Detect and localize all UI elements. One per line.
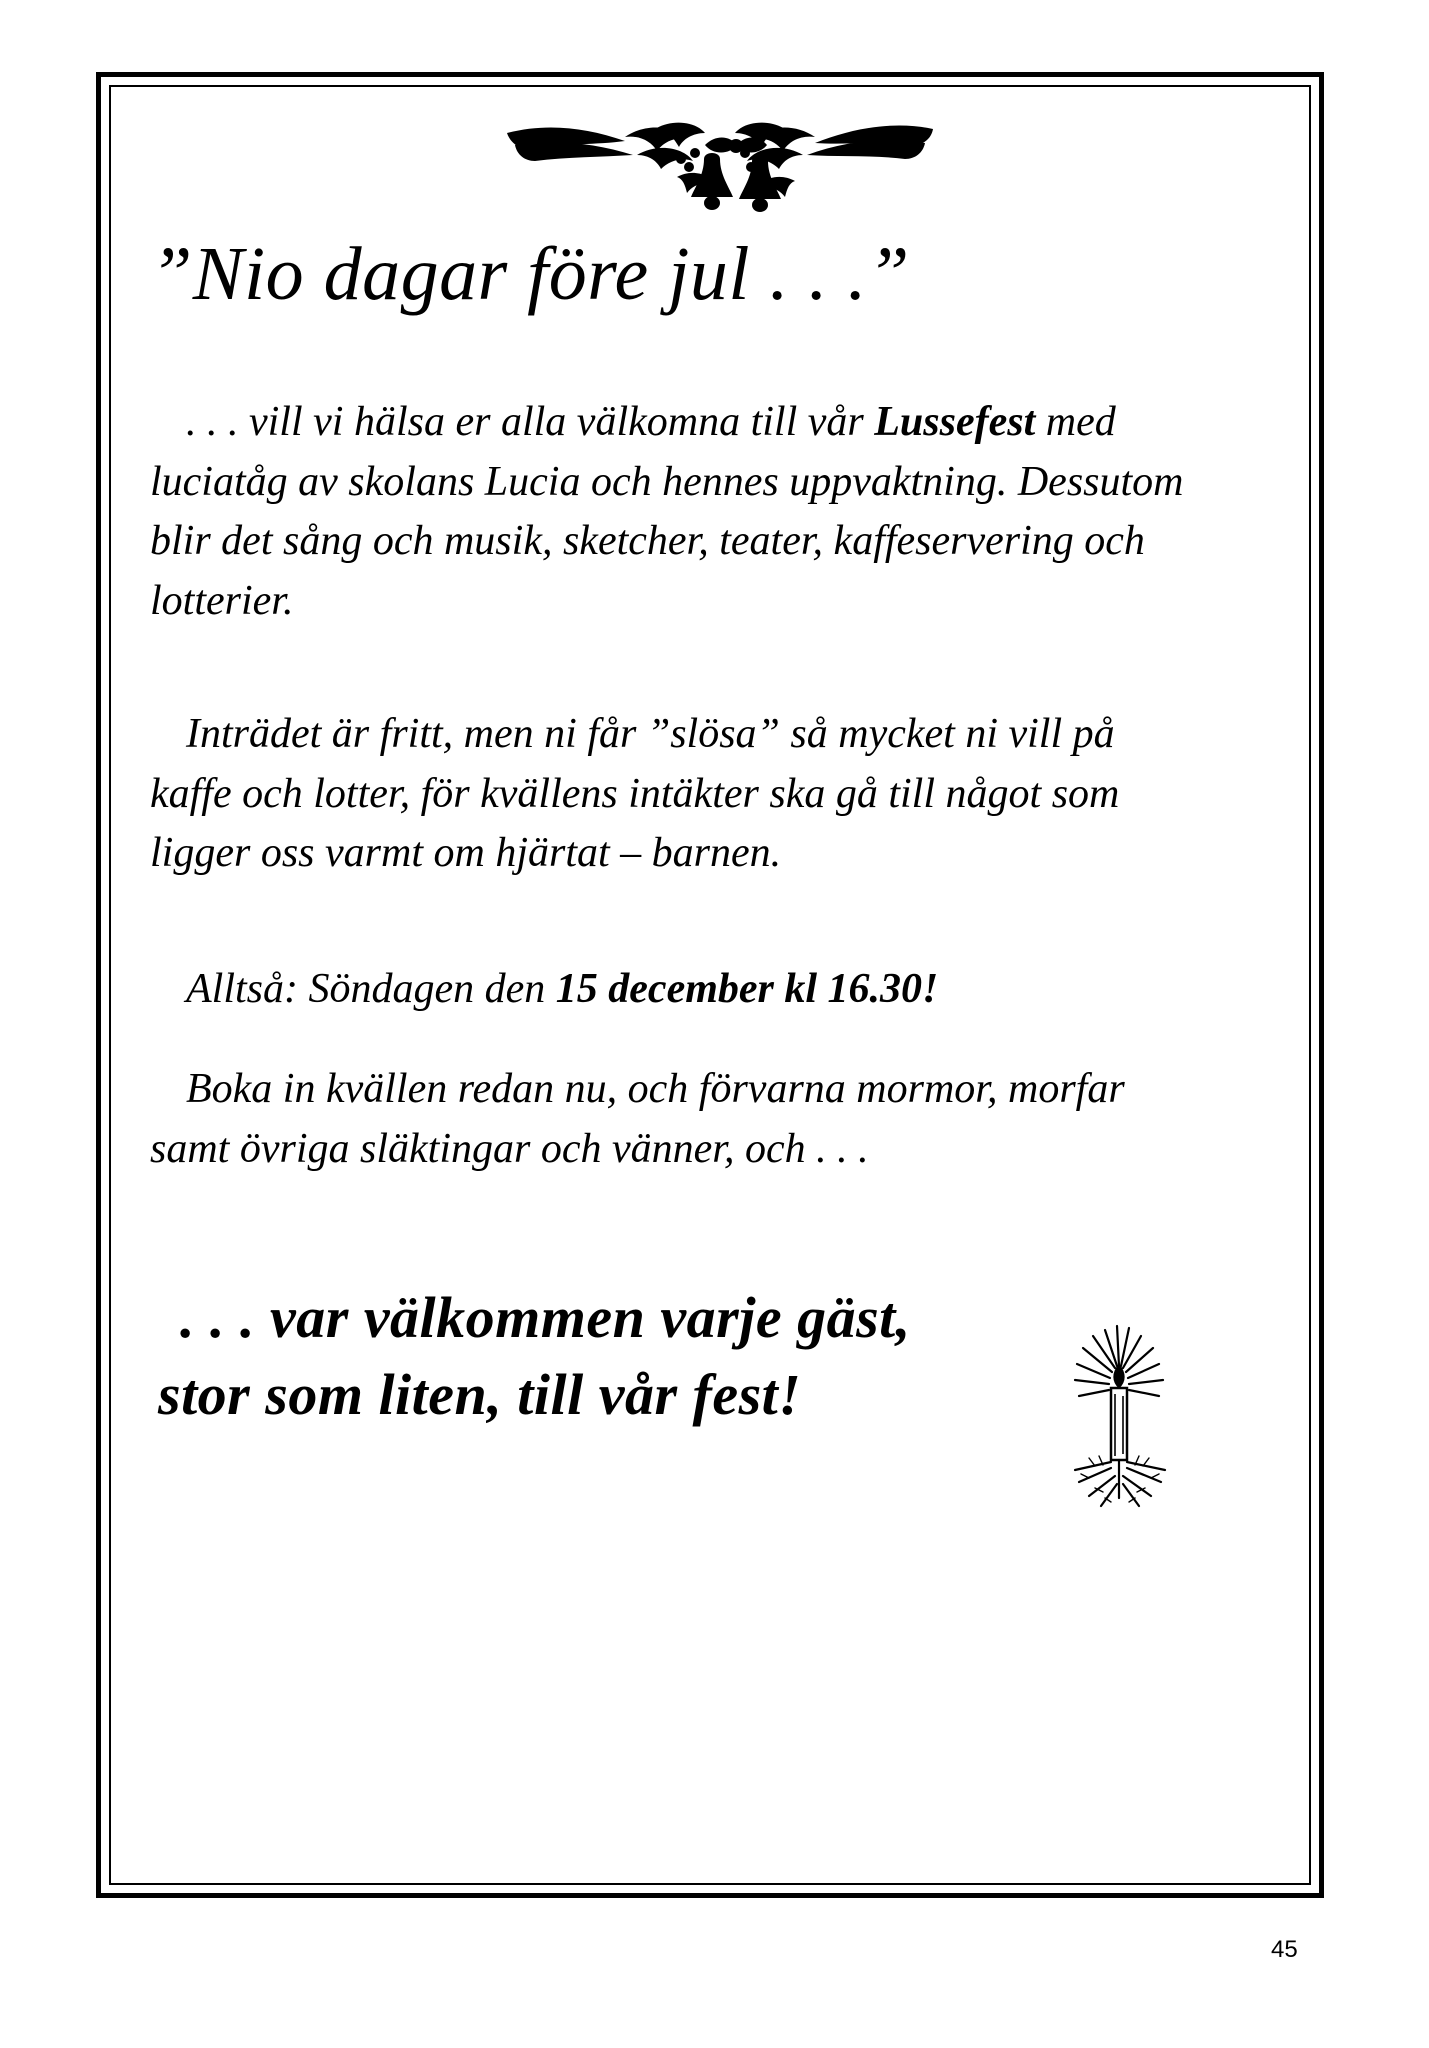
candle-ornament bbox=[1045, 1320, 1195, 1510]
paragraph-invitation bbox=[150, 393, 1200, 632]
paragraph-save-the-date bbox=[150, 1060, 1200, 1179]
page-content bbox=[150, 105, 1270, 1865]
event-name: Lussefest bbox=[874, 399, 1036, 445]
paragraph-save-the-date-text: Boka in kvällen redan nu, och förvarna mormor, morfar samt övriga släktingar och vänner, och . . . bbox=[150, 1066, 1125, 1172]
holly-bells-ornament bbox=[505, 115, 935, 220]
paragraph-date bbox=[150, 960, 1200, 1020]
paragraph-invitation-rest: med luciatåg av skolans Lucia och hennes uppvaktning. Dessutom blir det sång och musik, sketcher, teater, kaffeservering och lotterier. bbox=[150, 399, 1184, 624]
paragraph-invitation-lead: . . . vill vi hälsa er alla välkomna till vår bbox=[186, 399, 875, 445]
closing-rhyme-line-2: stor som liten, till vår fest! bbox=[158, 1361, 802, 1427]
paragraph-entry-free bbox=[150, 705, 1200, 884]
closing-rhyme-line-1: . . . var välkommen varje gäst, bbox=[180, 1285, 911, 1350]
event-datetime: 15 december kl 16.30! bbox=[555, 966, 939, 1012]
closing-rhyme bbox=[150, 1280, 1200, 1433]
page-title: ”Nio dagar före jul . . .” bbox=[150, 232, 910, 316]
paragraph-entry-free-text: Inträdet är fritt, men ni får ”slösa” så mycket ni vill på kaffe och lotter, för kvällens intäkter ska gå till något som ligger oss varmt om hjärtat – barnen. bbox=[150, 711, 1120, 877]
page-number: 45 bbox=[1271, 1936, 1298, 1963]
paragraph-date-lead: Alltså: Söndagen den bbox=[186, 966, 556, 1012]
